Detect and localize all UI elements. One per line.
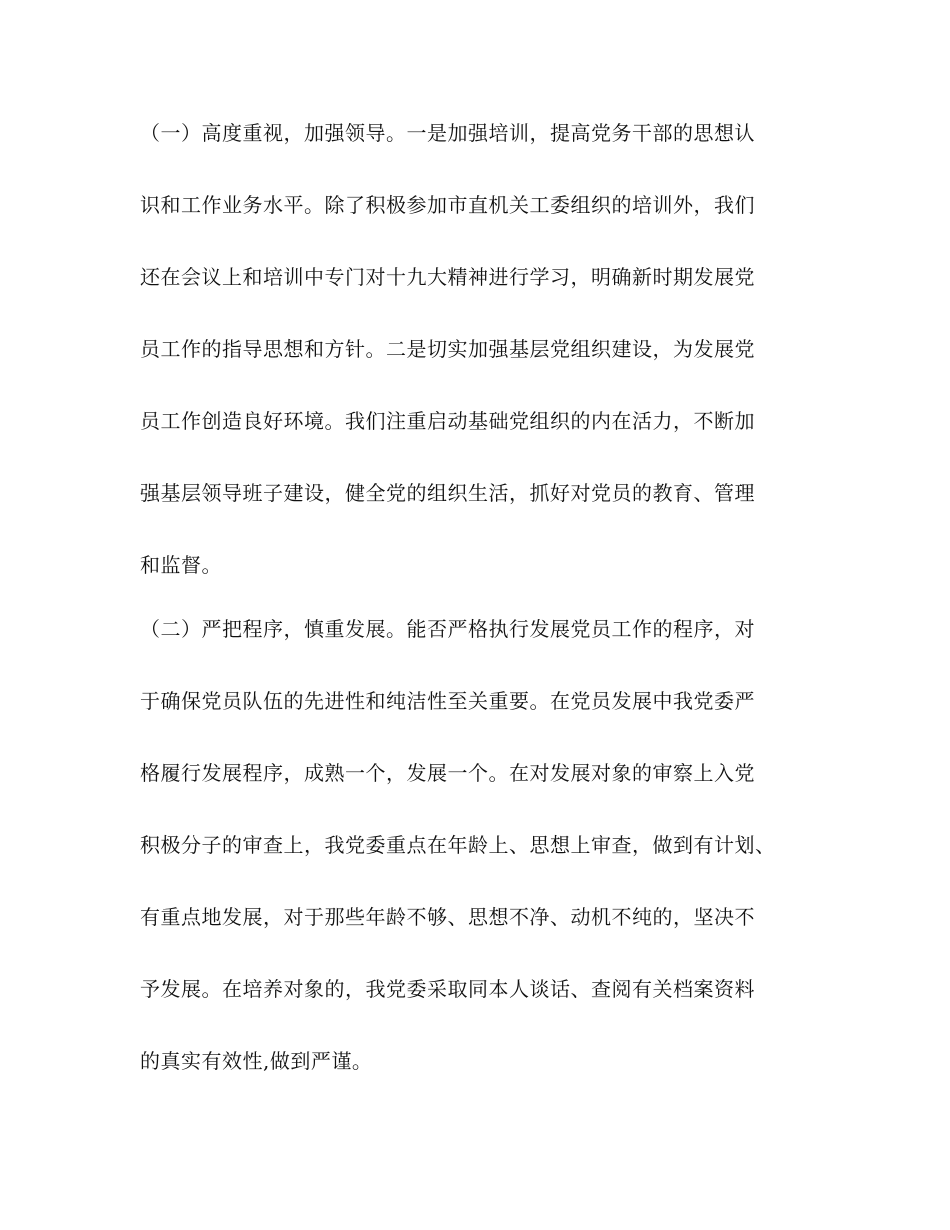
text-line: 员工作的指导思想和方针。二是切实加强基层党组织建设，为发展党 bbox=[140, 337, 755, 361]
text-line: 还在会议上和培训中专门对十九大精神进行学习，明确新时期发展党 bbox=[140, 265, 755, 289]
text-line: 积极分子的审查上，我党委重点在年龄上、思想上审查，做到有计划、 bbox=[140, 833, 776, 857]
text-line: 识和工作业务水平。除了积极参加市直机关工委组织的培训外，我们 bbox=[140, 193, 755, 217]
text-line: 员工作创造良好环境。我们注重启动基础党组织的内在活力，不断加 bbox=[140, 409, 755, 433]
text-line: 和监督。 bbox=[140, 553, 222, 577]
text-line: （一）高度重视，加强领导。一是加强培训，提高党务干部的思想认 bbox=[140, 121, 755, 145]
text-line: 强基层领导班子建设，健全党的组织生活，抓好对党员的教育、管理 bbox=[140, 481, 755, 505]
text-line: 予发展。在培养对象的，我党委采取同本人谈话、查阅有关档案资料 bbox=[140, 977, 755, 1001]
text-line: （二）严把程序，慎重发展。能否严格执行发展党员工作的程序，对 bbox=[140, 617, 755, 641]
text-line: 于确保党员队伍的先进性和纯洁性至关重要。在党员发展中我党委严 bbox=[140, 689, 755, 713]
text-line: 格履行发展程序，成熟一个，发展一个。在对发展对象的审察上入党 bbox=[140, 761, 755, 785]
text-line: 有重点地发展，对于那些年龄不够、思想不净、动机不纯的，坚决不 bbox=[140, 905, 755, 929]
text-line: 的真实有效性,做到严谨。 bbox=[140, 1049, 373, 1073]
